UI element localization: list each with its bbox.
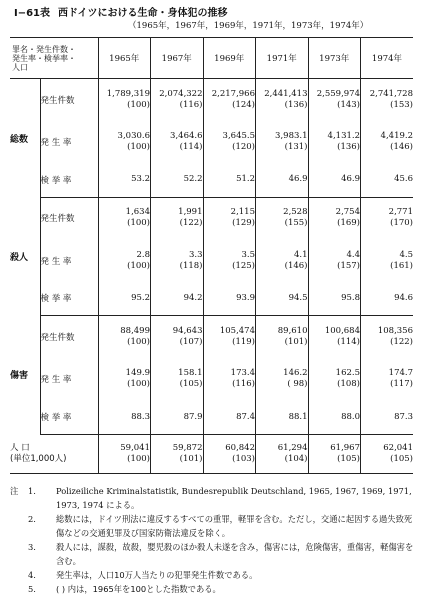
table-row: [10, 358, 413, 400]
note-text: 発生率は，人口10万人当たりの犯罪発生件数である。: [56, 570, 258, 580]
row-label: 発 生 率: [40, 239, 98, 281]
index-value: (146): [284, 260, 308, 271]
value: 95.8: [341, 292, 360, 303]
index-value: (101): [179, 453, 203, 464]
index-value: (100): [127, 337, 150, 348]
value-cell: [361, 358, 414, 400]
value: 60,842: [225, 442, 255, 453]
value-cell: [151, 282, 204, 316]
note-text: ( ) 内は，1965年を100とした指数である。: [56, 584, 221, 594]
value-cell: [151, 239, 204, 281]
group-label: 殺人: [10, 252, 29, 263]
note-item: [28, 568, 416, 582]
value-cell: [308, 163, 361, 197]
value-cell: [361, 316, 414, 358]
value-cell: [256, 121, 309, 163]
value: 3.3: [188, 249, 203, 260]
value-cell: [203, 400, 256, 434]
value-cell: [308, 79, 361, 121]
row-label: 検 挙 率: [40, 400, 98, 434]
index-value: (116): [232, 379, 255, 390]
note-item: [28, 512, 416, 540]
value: 88,499: [120, 326, 150, 337]
value-cell: [361, 239, 414, 281]
population-title: 人 口: [10, 442, 30, 453]
value: 2,741,728: [369, 88, 413, 99]
value: 88.1: [288, 411, 308, 422]
index-value: (100): [127, 379, 150, 390]
value: 94,643: [172, 326, 203, 337]
table-row: [10, 400, 413, 434]
value: 61,967: [330, 442, 360, 453]
value-cell: [98, 358, 151, 400]
value-cell: [151, 163, 204, 197]
value-cell: [361, 434, 414, 473]
corner-line: 罪名・発生件数・: [12, 44, 76, 54]
value-cell: [203, 239, 256, 281]
value: 162.5: [335, 368, 360, 379]
value-cell: [361, 79, 414, 121]
value: 88.3: [131, 411, 150, 422]
value-cell: [308, 434, 361, 473]
index-value: (120): [232, 142, 255, 153]
note-text: 殺人には，謀殺，故殺，嬰児殺のほか殺人未遂を含み，傷害には，危険傷害，重傷害，軽傷害を含む。: [56, 542, 414, 566]
value-cell: [203, 79, 256, 121]
note-text: 総数には，ドイツ刑法に違反するすべての重罪，軽罪を含む。ただし，交通に起因する過失致死傷などの交通犯罪及び国家防衛法違反を除く。: [56, 514, 413, 538]
value: 95.2: [131, 292, 150, 303]
value: 1,634: [125, 207, 150, 218]
value: 158.1: [178, 368, 203, 379]
index-value: (119): [232, 337, 255, 348]
value: 45.6: [394, 174, 413, 185]
table-row: [10, 197, 413, 239]
index-value: (122): [390, 337, 413, 348]
value: 52.2: [183, 174, 203, 185]
value: 1,789,319: [106, 88, 150, 99]
year-header: 1967年: [151, 38, 204, 79]
table-row: [10, 121, 413, 163]
value: 2,217,966: [211, 88, 255, 99]
value: 94.6: [394, 292, 413, 303]
population-row: [10, 434, 413, 473]
value: 46.9: [288, 174, 308, 185]
index-value: ( 98): [287, 379, 308, 390]
index-value: (100): [127, 453, 150, 464]
table-title-text: 西ドイツにおける生命・身体犯の推移: [58, 8, 228, 19]
value-cell: [203, 197, 256, 239]
value: 2,754: [335, 207, 360, 218]
value: 2,528: [283, 207, 308, 218]
value-cell: [308, 197, 361, 239]
corner-header: [10, 38, 98, 79]
value: 2,771: [388, 207, 413, 218]
value-cell: [98, 79, 151, 121]
value-cell: [361, 282, 414, 316]
value: 3,645.5: [222, 131, 255, 142]
value: 4.1: [293, 249, 308, 260]
value-cell: [151, 400, 204, 434]
index-value: (125): [232, 260, 255, 271]
value: 94.5: [288, 292, 308, 303]
value: 87.3: [394, 411, 413, 422]
value: 2,441,413: [264, 88, 308, 99]
index-value: (157): [337, 260, 360, 271]
index-value: (129): [232, 218, 255, 229]
table-number: Ⅰ−61表: [14, 8, 51, 19]
table-row: [10, 316, 413, 358]
value-cell: [256, 282, 309, 316]
value-cell: [151, 197, 204, 239]
note-number: 1.: [28, 486, 36, 496]
index-value: (107): [179, 337, 203, 348]
value: 87.9: [183, 411, 203, 422]
value-cell: [203, 316, 256, 358]
population-label: [10, 434, 98, 473]
value: 3,464.6: [170, 131, 203, 142]
index-value: (116): [179, 99, 203, 110]
table-row: [10, 282, 413, 316]
index-value: (118): [179, 260, 203, 271]
value-cell: [98, 197, 151, 239]
value: 105,474: [219, 326, 255, 337]
note-item: [28, 540, 416, 568]
value: 100,684: [324, 326, 360, 337]
note-item: [28, 582, 416, 596]
index-value: (108): [337, 379, 360, 390]
value-cell: [308, 239, 361, 281]
value: 3.5: [241, 249, 255, 260]
notes: [10, 484, 416, 596]
value: 2,074,322: [159, 88, 203, 99]
table-row: [10, 79, 413, 121]
corner-line: 発生率・検挙率・: [12, 53, 76, 63]
value-cell: [256, 316, 309, 358]
population-unit: (単位1,000人): [10, 453, 67, 464]
index-value: (105): [390, 453, 413, 464]
index-value: (153): [390, 99, 413, 110]
note-number: 4.: [28, 570, 36, 580]
note-text: Polizeiliche Kriminalstatistik, Bundesrepublik Deutschland, 1965, 1967, 1969, 1971, 1973, 1974 による。: [56, 486, 412, 510]
table-row: [10, 239, 413, 281]
table-row: [10, 163, 413, 197]
value-cell: [203, 163, 256, 197]
value-cell: [308, 316, 361, 358]
index-value: (170): [390, 218, 413, 229]
note-number: 5.: [28, 584, 36, 594]
value: 53.2: [131, 174, 150, 185]
notes-heading: 注: [10, 486, 19, 496]
index-value: (161): [390, 260, 413, 271]
index-value: (100): [127, 99, 150, 110]
index-value: (103): [232, 453, 255, 464]
index-value: (124): [232, 99, 255, 110]
value: 1,991: [178, 207, 203, 218]
value-cell: [151, 434, 204, 473]
value-cell: [151, 79, 204, 121]
index-value: (104): [284, 453, 308, 464]
value: 108,356: [377, 326, 413, 337]
value: 59,872: [172, 442, 203, 453]
index-value: (114): [337, 337, 360, 348]
years-caption: （1965年，1967年，1969年，1971年，1973年，1974年）: [128, 21, 369, 31]
index-value: (105): [337, 453, 360, 464]
value-cell: [98, 316, 151, 358]
year-header: 1971年: [256, 38, 309, 79]
note-number: 3.: [28, 542, 36, 552]
note-number: 2.: [28, 514, 36, 524]
value: 93.9: [236, 292, 255, 303]
row-label: 発生件数: [40, 79, 98, 121]
value: 61,294: [277, 442, 308, 453]
value-cell: [203, 282, 256, 316]
value: 94.2: [183, 292, 203, 303]
value-cell: [256, 358, 309, 400]
index-value: (136): [284, 99, 308, 110]
value: 59,041: [120, 442, 150, 453]
row-label: 検 挙 率: [40, 163, 98, 197]
value: 3,030.6: [117, 131, 150, 142]
index-value: (136): [337, 142, 360, 153]
value: 4.4: [346, 249, 360, 260]
value: 146.2: [283, 368, 308, 379]
value-cell: [361, 197, 414, 239]
value-cell: [256, 400, 309, 434]
index-value: (100): [127, 218, 150, 229]
year-header: 1969年: [203, 38, 256, 79]
value-cell: [151, 316, 204, 358]
index-value: (155): [284, 218, 308, 229]
value: 62,041: [383, 442, 413, 453]
index-value: (131): [284, 142, 308, 153]
year-header: 1973年: [308, 38, 361, 79]
header-row: [10, 38, 413, 79]
value-cell: [151, 121, 204, 163]
value: 173.4: [230, 368, 255, 379]
value-cell: [361, 121, 414, 163]
row-label: 発 生 率: [40, 121, 98, 163]
index-value: (100): [127, 142, 150, 153]
value: 3,983.1: [275, 131, 308, 142]
value: 2.8: [136, 249, 150, 260]
value-cell: [308, 400, 361, 434]
group-label: 傷害: [10, 371, 29, 382]
value-cell: [203, 434, 256, 473]
value-cell: [203, 121, 256, 163]
index-value: (146): [390, 142, 413, 153]
value-cell: [361, 400, 414, 434]
index-value: (105): [179, 379, 203, 390]
value-cell: [151, 358, 204, 400]
value: 88.0: [341, 411, 360, 422]
value-cell: [98, 163, 151, 197]
value: 4,131.2: [327, 131, 360, 142]
value-cell: [98, 121, 151, 163]
value: 89,610: [277, 326, 308, 337]
index-value: (117): [390, 379, 413, 390]
index-value: (101): [284, 337, 308, 348]
value-cell: [98, 239, 151, 281]
value-cell: [256, 239, 309, 281]
value: 4.5: [399, 249, 413, 260]
value-cell: [98, 434, 151, 473]
row-label: 検 挙 率: [40, 282, 98, 316]
value: 149.9: [125, 368, 150, 379]
row-label: 発 生 率: [40, 358, 98, 400]
value-cell: [256, 197, 309, 239]
year-header: 1974年: [361, 38, 414, 79]
index-value: (169): [337, 218, 360, 229]
value: 4,419.2: [380, 131, 413, 142]
value-cell: [98, 282, 151, 316]
value: 174.7: [388, 368, 413, 379]
value-cell: [308, 358, 361, 400]
value: 87.4: [236, 411, 255, 422]
value: 51.2: [236, 174, 255, 185]
value-cell: [308, 282, 361, 316]
note-item: [10, 484, 416, 512]
value-cell: [308, 121, 361, 163]
value-cell: [256, 434, 309, 473]
table-title: [14, 4, 414, 19]
year-header: 1965年: [98, 38, 151, 79]
value-cell: [98, 400, 151, 434]
row-label: 発生件数: [40, 316, 98, 358]
corner-line: 人口: [12, 62, 28, 72]
index-value: (122): [179, 218, 203, 229]
index-value: (100): [127, 260, 150, 271]
row-label: 発生件数: [40, 197, 98, 239]
value: 46.9: [341, 174, 360, 185]
group-label: 総数: [10, 134, 29, 145]
statistics-table: [10, 37, 413, 474]
value-cell: [203, 358, 256, 400]
index-value: (143): [337, 99, 360, 110]
value-cell: [256, 163, 309, 197]
value-cell: [256, 79, 309, 121]
value-cell: [361, 163, 414, 197]
index-value: (114): [179, 142, 203, 153]
value: 2,115: [230, 207, 255, 218]
value: 2,559,974: [316, 88, 360, 99]
